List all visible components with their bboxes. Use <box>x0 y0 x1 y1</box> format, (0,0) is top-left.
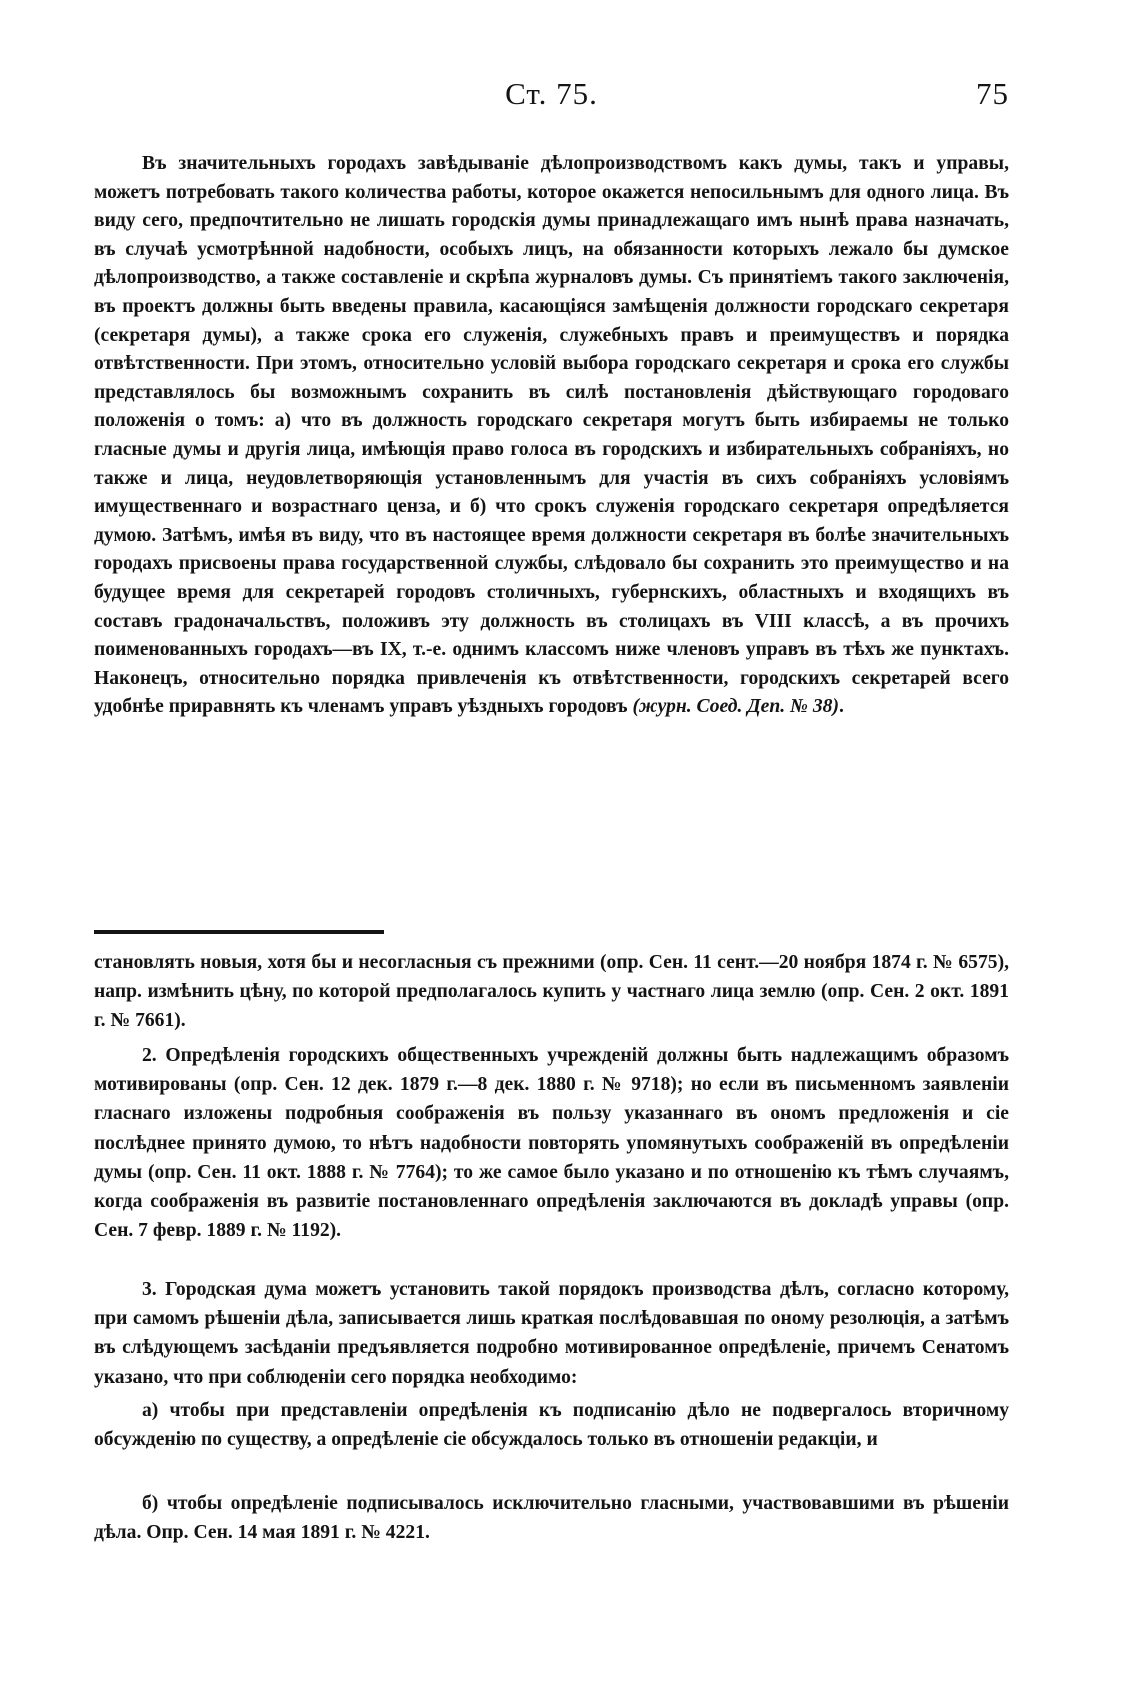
footnote-continuation: становлять новыя, хотя бы и несогласныя съ прежними (опр. Сен. 11 сент.—20 ноября 1874 г. № 6575), напр. измѣнить цѣну, по которой предполагалось купить у частнаго лица землю (опр. Сен. 2 окт. 1891 г. № 7661). <box>94 952 1009 1032</box>
page-header <box>94 76 1009 116</box>
footnote-item-3a: а) чтобы при представленіи опредѣленія къ подписанію дѣло не подвергалось вторичному обсужденію по существу, а опредѣленіе сіе обсуждалось только въ отношеніи редакціи, и <box>94 1400 1009 1451</box>
main-paragraph-end: . <box>839 696 844 718</box>
main-paragraph <box>94 150 1009 722</box>
journal-reference: (журн. Соед. Деп. № 38) <box>632 696 840 718</box>
article-heading: Ст. 75. <box>505 76 598 111</box>
footnote-item-3b: б) чтобы опредѣленіе подписывалось исключительно гласными, участвовавшими въ рѣшеніи дѣла. Опр. Сен. 14 мая 1891 г. № 4221. <box>94 1493 1009 1544</box>
main-paragraph-text: Въ значительныхъ городахъ завѣдываніе дѣлопроизводствомъ какъ думы, такъ и управы, можетъ потребовать такого количества работы, которое окажется непосильнымъ для одного лица. Въ виду сего, предпочтительно не лишать городскія думы принадлежащаго имъ нынѣ права назначать, въ случаѣ усмотрѣнной надобности, особыхъ лицъ, на обязанности которыхъ лежало бы думское дѣлопроизводство, а также составленіе и скрѣпа журналовъ думы. Съ принятіемъ такого заключенія, въ проектъ должны быть введены правила, касающіяся замѣщенія должности городскаго секретаря (секретаря думы), а также срока его служенія, служебныхъ правъ и преимуществъ и порядка отвѣтственности. При этомъ, относительно условій выбора городскаго секретаря и срока его службы представлялось бы возможнымъ сохранить въ силѣ постановленія дѣйствующаго городоваго положенія о томъ: а) что въ должность городскаго секретаря могутъ быть избираемы не только гласные думы и другія лица, имѣющія право голоса въ городскихъ и избирательныхъ собраніяхъ, но также и лица, неудовлетворяющія установленнымъ для участія въ сихъ собраніяхъ условіямъ имущественнаго и возрастнаго ценза, и б) что срокъ служенія городскаго секретаря опредѣляется думою. Затѣмъ, имѣя въ виду, что въ настоящее время должности секретаря въ болѣе значительныхъ городахъ присвоены права государственной службы, слѣдовало бы сохранить это преимущество и на будущее время для секретарей городовъ столичныхъ, губернскихъ, областныхъ и входящихъ въ составъ градоначальствъ, положивъ эту должность въ столицахъ въ VIII классѣ, а въ прочихъ поименованныхъ городахъ—въ IX, т.-е. однимъ классомъ ниже членовъ управъ въ тѣхъ же пунктахъ. Наконецъ, относительно порядка привлеченія къ отвѣтственности, городскихъ секретарей всего удобнѣе приравнять къ членамъ управъ уѣздныхъ городовъ <box>94 153 1009 718</box>
footnote-item-3: 3. Городская дума можетъ установить такой порядокъ производства дѣлъ, согласно которому, при самомъ рѣшеніи дѣла, записывается лишь краткая послѣдовавшая по оному резолюція, а затѣмъ въ слѣдующемъ засѣданіи предъявляется подробно мотивированное опредѣленіе, причемъ Сенатомъ указано, что при соблюденіи сего порядка необходимо: <box>94 1279 1009 1388</box>
footnote-separator <box>94 930 384 934</box>
footnote-item-2: 2. Опредѣленія городскихъ общественныхъ учрежденій должны быть надлежащимъ образомъ мотивированы (опр. Сен. 12 дек. 1879 г.—8 дек. 1880 г. № 9718); но если въ письменномъ заявленіи гласнаго изложены подробныя соображенія въ пользу указаннаго въ ономъ предложенія и сіе послѣднее принято думою, то нѣтъ надобности повторять упомянутыхъ соображеній въ опредѣленіи думы (опр. Сен. 11 окт. 1888 г. № 7764); то же самое было указано и по отношенію къ тѣмъ случаямъ, когда соображенія въ развитіе постановленнаго опредѣленія заключаются въ докладѣ управы (опр. Сен. 7 февр. 1889 г. № 1192). <box>94 1045 1009 1242</box>
page-number: 75 <box>976 76 1009 111</box>
